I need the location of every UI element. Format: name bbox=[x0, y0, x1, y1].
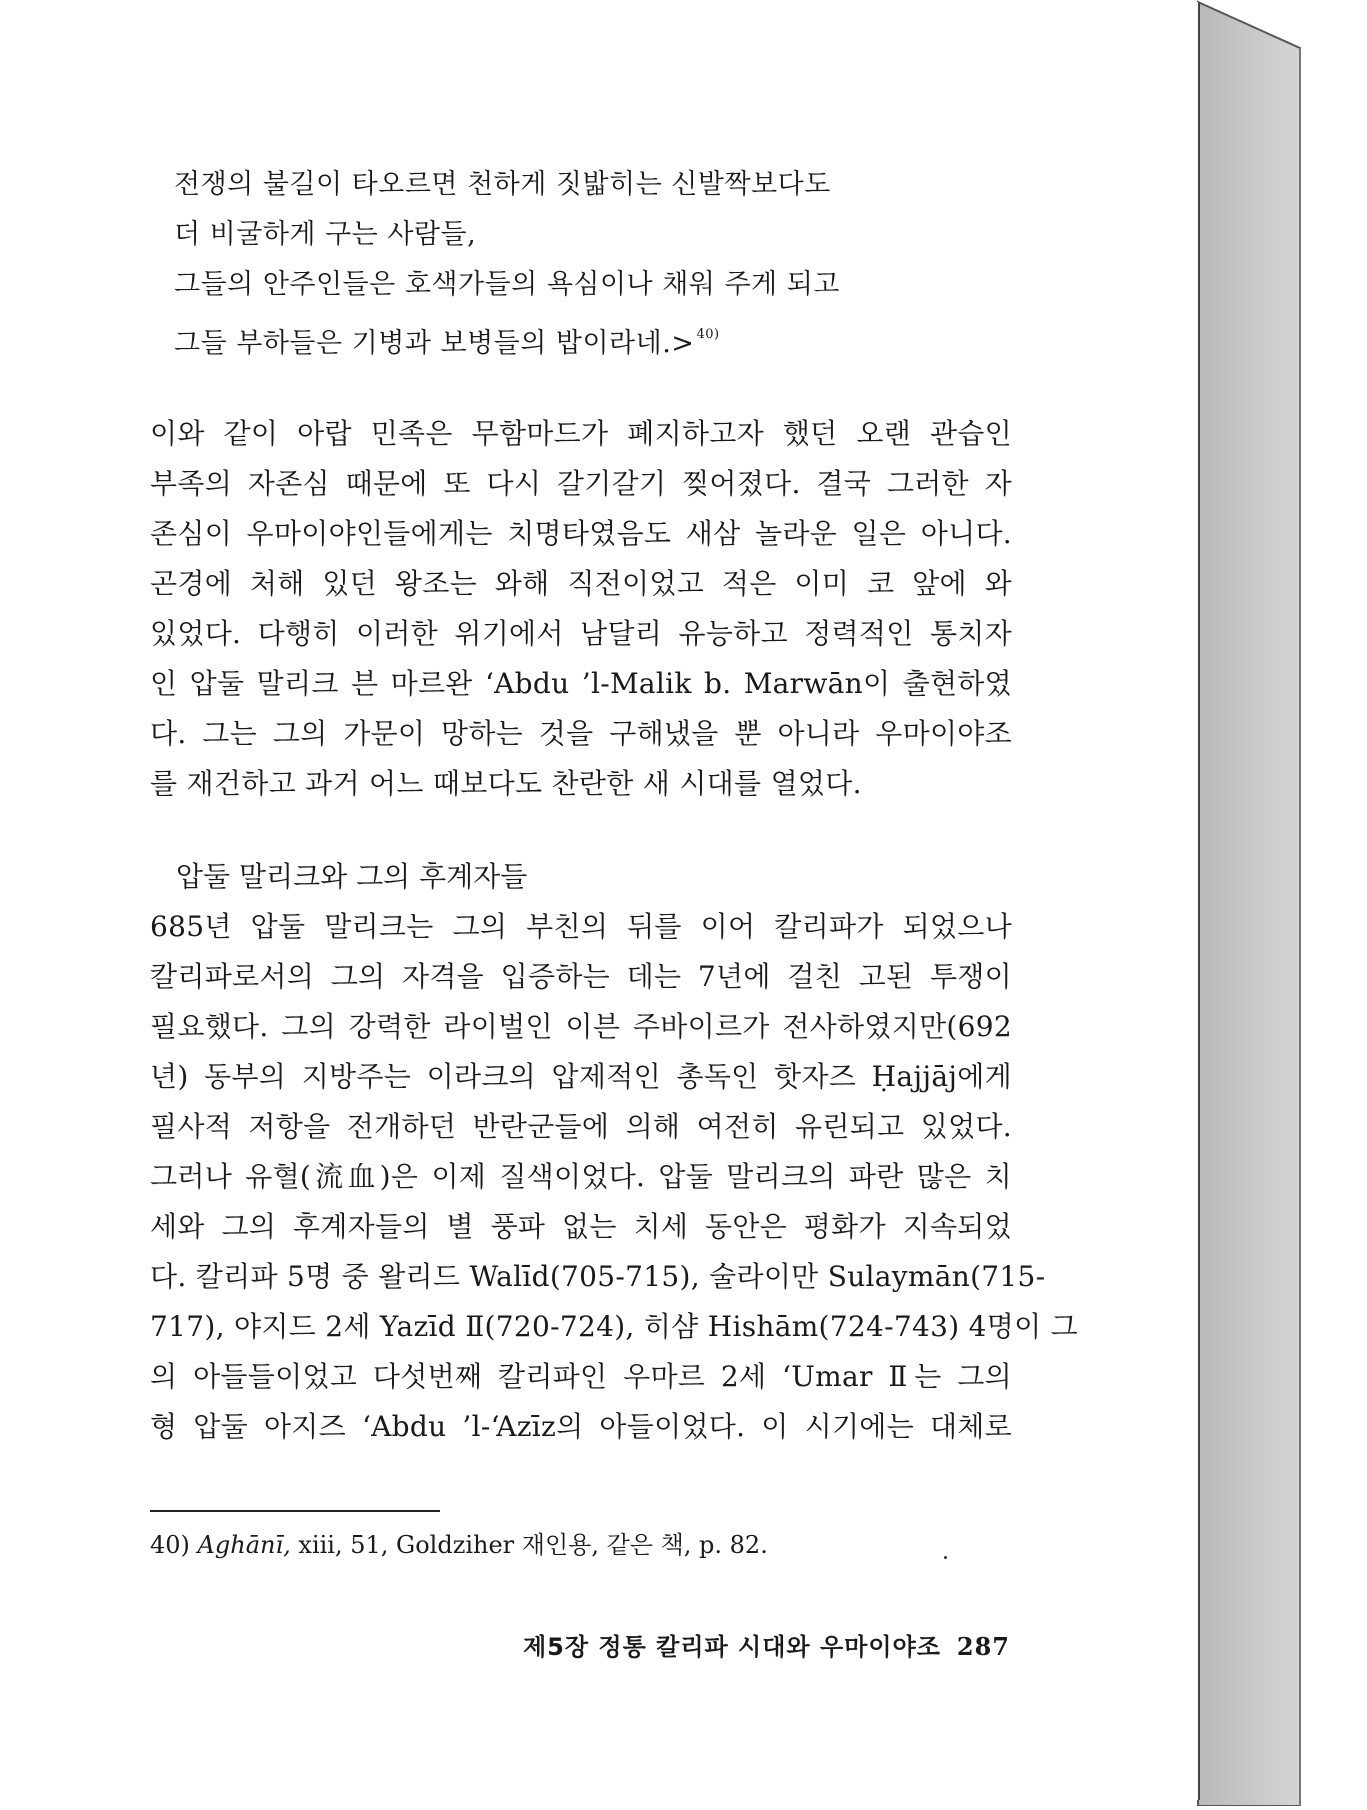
footnote-source-title: Aghānī, bbox=[197, 1531, 291, 1559]
paragraph-line: 685년 압둘 말리크는 그의 부친의 뒤를 이어 칼리파가 되었으나 bbox=[150, 910, 1012, 943]
paragraph-line: 이와 같이 아랍 민족은 무함마드가 폐지하고자 했던 오랜 관습인 bbox=[150, 417, 1012, 450]
running-footer bbox=[480, 1630, 1010, 1664]
paragraph-line: 부족의 자존심 때문에 또 다시 갈기갈기 찢어졌다. 결국 그러한 자 bbox=[150, 467, 1012, 500]
paragraph-line: 형 압둘 아지즈 ‘Abdu ’l-‘Azīz의 아들이었다. 이 시기에는 대체로 bbox=[150, 1410, 1012, 1443]
paragraph-line: 의 아들들이었고 다섯번째 칼리파인 우마르 2세 ‘Umar Ⅱ는 그의 bbox=[150, 1360, 1012, 1393]
speck bbox=[944, 1556, 947, 1559]
quoted-poem bbox=[174, 160, 1074, 369]
footnote-number: 40) bbox=[150, 1531, 190, 1559]
footnote-reference: 40) bbox=[696, 327, 720, 342]
paragraph-line: 칼리파로서의 그의 자격을 입증하는 데는 7년에 걸친 고된 투쟁이 bbox=[150, 960, 1012, 993]
paragraph-line: 년) 동부의 지방주는 이라크의 압제적인 총독인 핫자즈 Ḥajjāj에게 bbox=[150, 1060, 1012, 1093]
section-heading: 압둘 말리크와 그의 후계자들 bbox=[176, 860, 528, 893]
paragraph-line: 필요했다. 그의 강력한 라이벌인 이븐 주바이르가 전사하였지만(692 bbox=[150, 1010, 1012, 1043]
paragraph-line: 를 재건하고 과거 어느 때보다도 찬란한 새 시대를 열었다. bbox=[150, 767, 862, 800]
paragraph-line: 필사적 저항을 전개하던 반란군들에 의해 여전히 유린되고 있었다. bbox=[150, 1110, 1012, 1143]
page-number: 287 bbox=[956, 1632, 1010, 1661]
paragraph-line: 다. 그는 그의 가문이 망하는 것을 구해냈을 뿐 아니라 우마이야조 bbox=[150, 717, 1012, 750]
paragraph-line: 세와 그의 후계자들의 별 풍파 없는 치세 동안은 평화가 지속되었 bbox=[150, 1210, 1012, 1243]
poem-line: 그들의 안주인들은 호색가들의 욕심이나 채워 주게 되고 bbox=[174, 269, 840, 300]
paragraph-line: 그러나 유혈(流血)은 이제 질색이었다. 압둘 말리크의 파란 많은 치 bbox=[150, 1160, 1012, 1193]
poem-line: 더 비굴하게 구는 사람들, bbox=[174, 219, 477, 250]
paragraph-line: 다. 칼리파 5명 중 왈리드 Walīd(705-715), 술라이만 Sulaymān(715- bbox=[150, 1260, 1046, 1293]
footnote-text: xiii, 51, Goldziher 재인용, 같은 책, p. 82. bbox=[298, 1531, 768, 1559]
paragraph-line: 인 압둘 말리크 븐 마르완 ‘Abdu ’l-Malik b. Marwān이 출현하였 bbox=[150, 667, 1012, 700]
paragraph-line: 곤경에 처해 있던 왕조는 와해 직전이었고 적은 이미 코 앞에 와 bbox=[150, 567, 1012, 600]
paragraph-line: 존심이 우마이야인들에게는 치명타였음도 새삼 놀라운 일은 아니다. bbox=[150, 517, 1012, 550]
paragraph-umayyad-crisis bbox=[150, 409, 1012, 809]
chapter-title: 제5장 정통 칼리파 시대와 우마이야조 bbox=[523, 1633, 941, 1661]
paragraph-abd-al-malik bbox=[150, 902, 1079, 1452]
poem-line bbox=[174, 310, 1074, 369]
footnote-divider bbox=[150, 1510, 440, 1512]
paragraph-line: 717), 야지드 2세 Yazīd Ⅱ(720-724), 히샴 Hishām(724-743) 4명이 그 bbox=[150, 1310, 1079, 1343]
poem-line: 전쟁의 불길이 타오르면 천하게 짓밟히는 신발짝보다도 bbox=[174, 169, 831, 200]
poem-line-text: 그들 부하들은 기병과 보병들의 밥이라네.> bbox=[174, 328, 695, 359]
paragraph-line: 있었다. 다행히 이러한 위기에서 남달리 유능하고 정력적인 통치자 bbox=[150, 617, 1012, 650]
footnote bbox=[150, 1528, 768, 1562]
